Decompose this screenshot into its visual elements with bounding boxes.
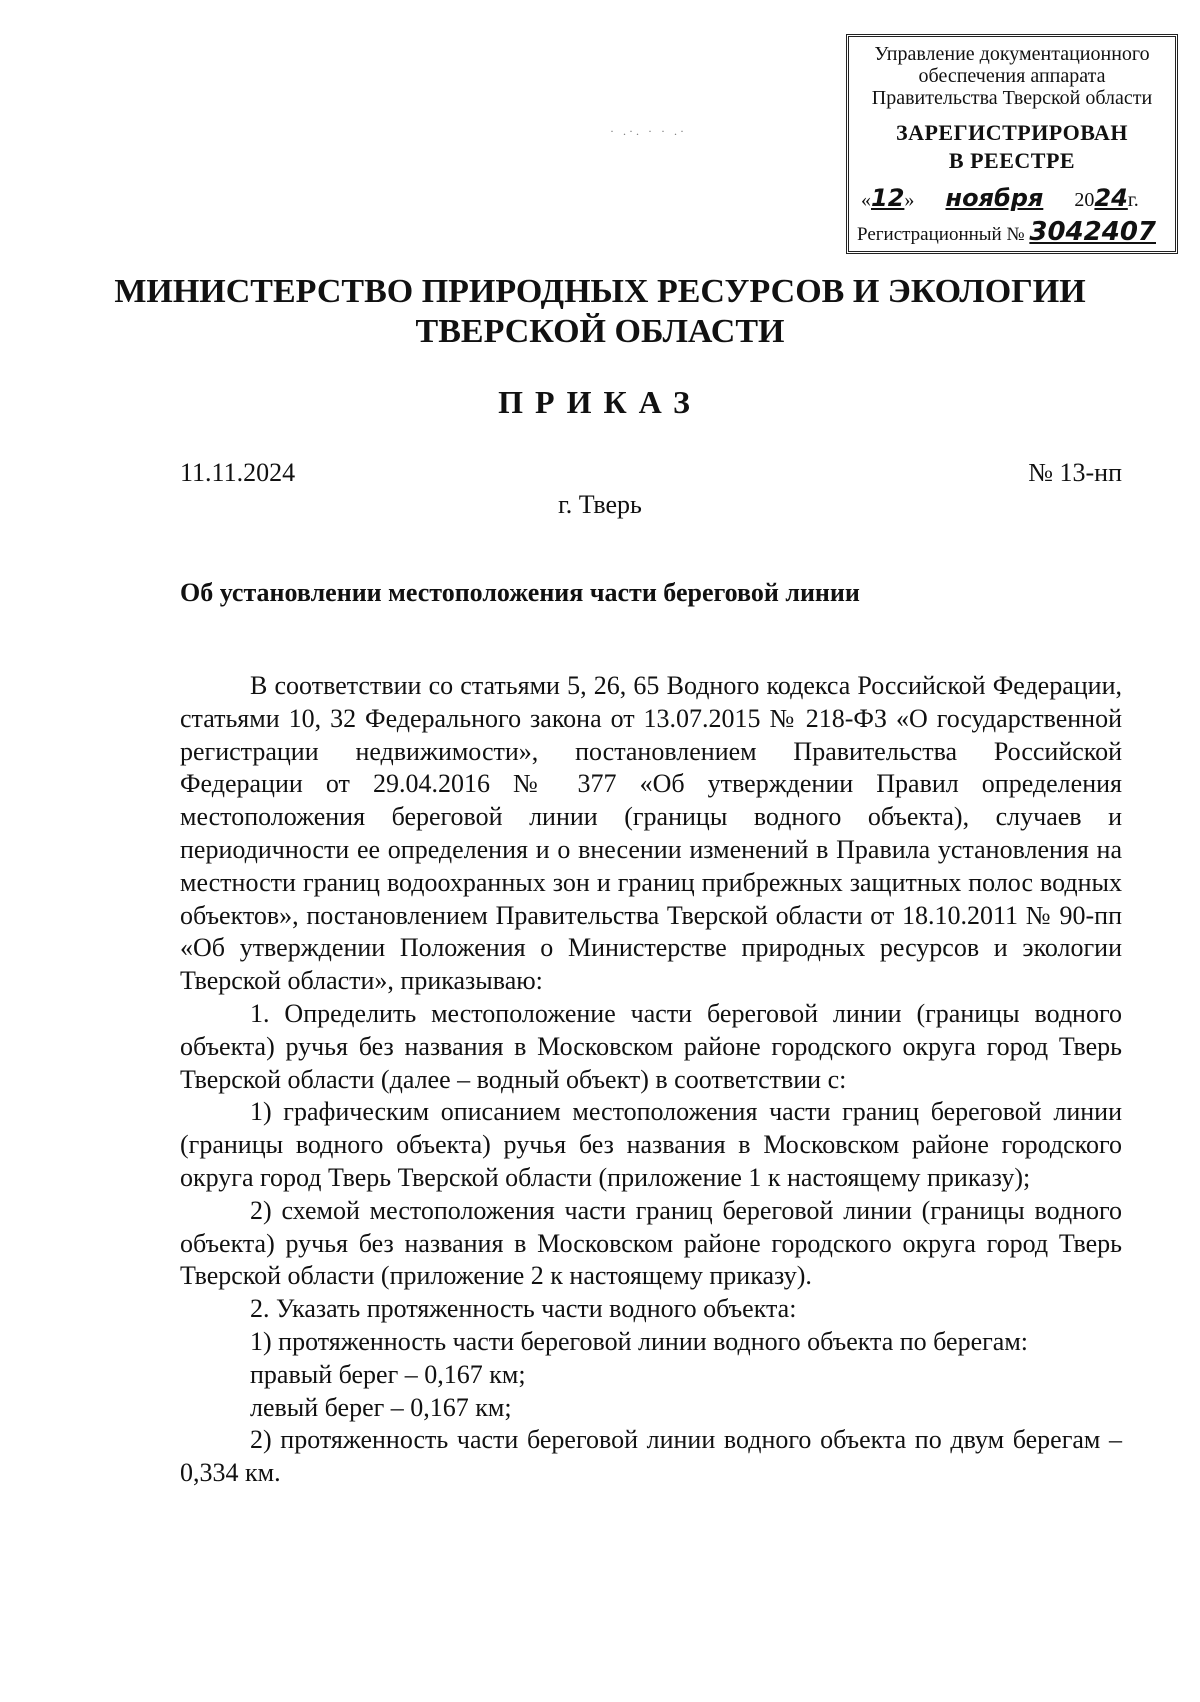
right-bank-line: правый берег – 0,167 км; <box>250 1359 526 1389</box>
order-subject: Об установлении местоположения части береговой линии <box>180 578 860 607</box>
order-city: г. Тверь <box>558 490 642 519</box>
stamp-year-unit: г. <box>1127 189 1139 211</box>
stamp-year-prefix: 20 <box>1074 189 1095 211</box>
ministry-title <box>0 272 1200 352</box>
item-1-2-paragraph: 2) схемой местоположения части границ береговой линии (границы водного объекта) ручья без названия в Московском районе городского округа город Тверь Тверской области (приложение 2 к настоящему приказу). <box>180 1195 1122 1291</box>
stamp-org-line: Правительства Тверской области <box>871 87 1153 109</box>
stamp-org-line: обеспечения аппарата <box>918 65 1106 87</box>
item-1-1-paragraph: 1) графическим описанием местоположения части границ береговой линии (границы водного объекта) ручья без названия в Московском районе городского округа город Тверь Тверской области (приложение 1 к настоящему приказу); <box>180 1097 1122 1192</box>
stamp-registered-title <box>849 119 1175 175</box>
stamp-org-line: Управление документационного <box>874 43 1150 65</box>
stamp-registration-number <box>857 217 1175 251</box>
scan-artifact: · .·. · · .· <box>610 124 687 138</box>
item-2-1-paragraph: 1) протяженность части береговой линии водного объекта по берегам: <box>250 1326 1029 1356</box>
stamp-day: 12 <box>871 184 905 212</box>
order-number: № 13-нп <box>1028 458 1122 487</box>
item-2-2-paragraph: 2) протяженность части береговой линии водного объекта по двум берегам – 0,334 км. <box>180 1425 1122 1488</box>
stamp-date: «12» ноября 2024г. <box>861 184 1139 212</box>
item-1-paragraph: 1. Определить местоположение части береговой линии (границы водного объекта) ручья без названия в Московском районе городского округа город Тверь Тверской области (далее – водный объект) в соответствии с: <box>180 998 1122 1094</box>
stamp-year-suffix: 24 <box>1094 184 1128 212</box>
preamble-paragraph: В соответствии со статьями 5, 26, 65 Водного кодекса Российской Федерации, статьями 10, 32 Федерального закона от 13.07.2015 № 218-ФЗ «О государственной регистрации недвижимости», постановлением Правительства Российской Федерации от 29.04.2016 № 377 «Об утверждении Правил определения местоположения береговой линии (границы водного объекта), случаев и периодичности ее определения и о внесении изменений в Правила установления на местности границ водоохранных зон и границ прибрежных защитных полос водных объектов», постановлением Правительства Тверской области от 18.10.2011 № 90-пп «Об утверждении Положения о Министерстве природных ресурсов и экологии Тверской области», приказываю: <box>180 671 1122 996</box>
ministry-title-line: МИНИСТЕРСТВО ПРИРОДНЫХ РЕСУРСОВ И ЭКОЛОГИИ <box>114 273 1086 310</box>
left-bank-line: левый берег – 0,167 км; <box>250 1392 512 1422</box>
order-title: ПРИКАЗ <box>498 384 702 420</box>
item-2-paragraph: 2. Указать протяженность части водного объекта: <box>250 1294 797 1324</box>
order-date: 11.11.2024 <box>180 458 296 487</box>
stamp-reg-line: ЗАРЕГИСТРИРОВАН <box>895 120 1129 145</box>
registration-stamp <box>846 34 1178 254</box>
order-body <box>180 670 1122 1490</box>
ministry-title-line: ТВЕРСКОЙ ОБЛАСТИ <box>415 313 785 350</box>
stamp-month: ноября <box>945 184 1044 212</box>
stamp-regno-value: 3042407 <box>1029 217 1156 247</box>
stamp-reg-line: В РЕЕСТРЕ <box>948 148 1076 173</box>
stamp-organization <box>849 43 1175 109</box>
stamp-regno-label: Регистрационный № <box>857 224 1025 245</box>
